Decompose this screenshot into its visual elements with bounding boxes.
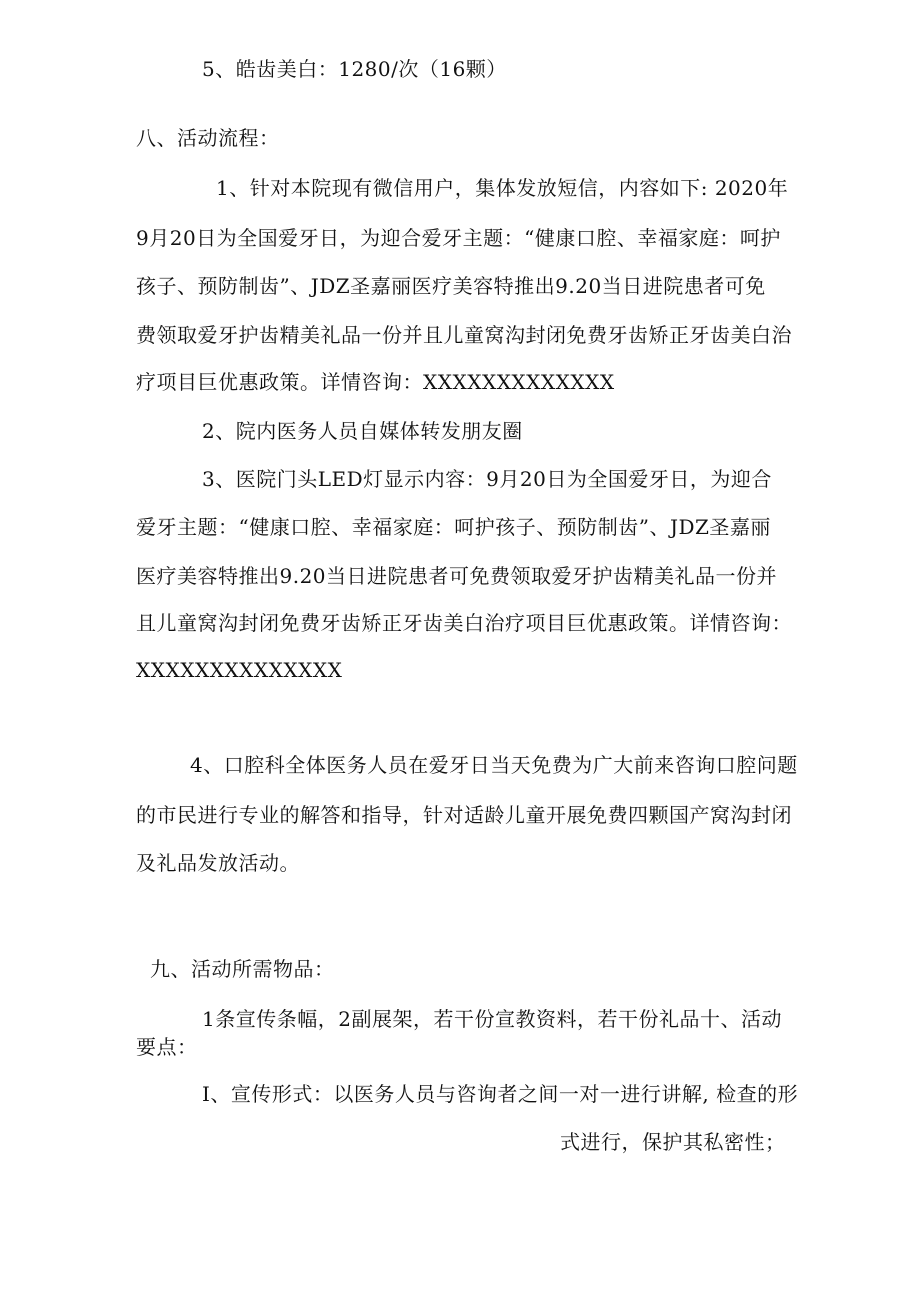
- paragraph-line: I、宣传形式：以医务人员与咨询者之间一对一进行讲解, 检查的形: [202, 1082, 799, 1106]
- paragraph-line: 爱牙主题：“健康口腔、幸福家庭：呵护孩子、预防制齿”、JDZ圣嘉丽: [136, 515, 771, 539]
- paragraph-line: 1条宣传条幅，2副展架，若干份宣教资料，若干份礼品十、活动: [202, 1007, 782, 1031]
- paragraph-line: 医疗美容特推出9.20当日进院患者可免费领取爱牙护齿精美礼品一份并: [136, 564, 778, 588]
- price-item-5: 5、皓齿美白：1280/次（16颗）: [202, 57, 507, 81]
- paragraph-line: 孩子、预防制齿”、JDZ圣嘉丽医疗美容特推出9.20当日进院患者可免: [136, 274, 766, 298]
- paragraph-line: 1、针对本院现有微信用户，集体发放短信，内容如下: 2020年: [216, 176, 789, 200]
- paragraph-line: 3、医院门头LED灯显示内容：9月20日为全国爱牙日，为迎合: [202, 467, 772, 491]
- paragraph-line: 的市民进行专业的解答和指导，针对适龄儿童开展免费四颗国产窝沟封闭: [136, 803, 792, 827]
- process-paragraph-2: 2、院内医务人员自媒体转发朋友圈: [202, 419, 523, 443]
- paragraph-line: XXXXXXXXXXXXXX: [136, 658, 343, 682]
- paragraph-line: 费领取爱牙护齿精美礼品一份并且儿童窝沟封闭免费牙齿矫正牙齿美白治: [136, 323, 792, 347]
- section-heading-9: 九、活动所需物品：: [150, 957, 335, 981]
- paragraph-line: 且儿童窝沟封闭免费牙齿矫正牙齿美白治疗项目巨优惠政策。详情咨询：: [136, 611, 792, 635]
- paragraph-line: 及礼品发放活动。: [136, 851, 300, 875]
- paragraph-line: 要点：: [136, 1035, 198, 1059]
- paragraph-line: 疗项目巨优惠政策。详情咨询：XXXXXXXXXXXXX: [136, 370, 615, 394]
- paragraph-line: 9月20日为全国爱牙日，为迎合爱牙主题：“健康口腔、幸福家庭：呵护: [136, 226, 781, 250]
- section-heading-8: 八、活动流程：: [136, 126, 280, 150]
- paragraph-line: 式进行，保护其私密性；: [560, 1130, 786, 1154]
- paragraph-line: 4、口腔科全体医务人员在爱牙日当天免费为广大前来咨询口腔问题: [190, 753, 798, 777]
